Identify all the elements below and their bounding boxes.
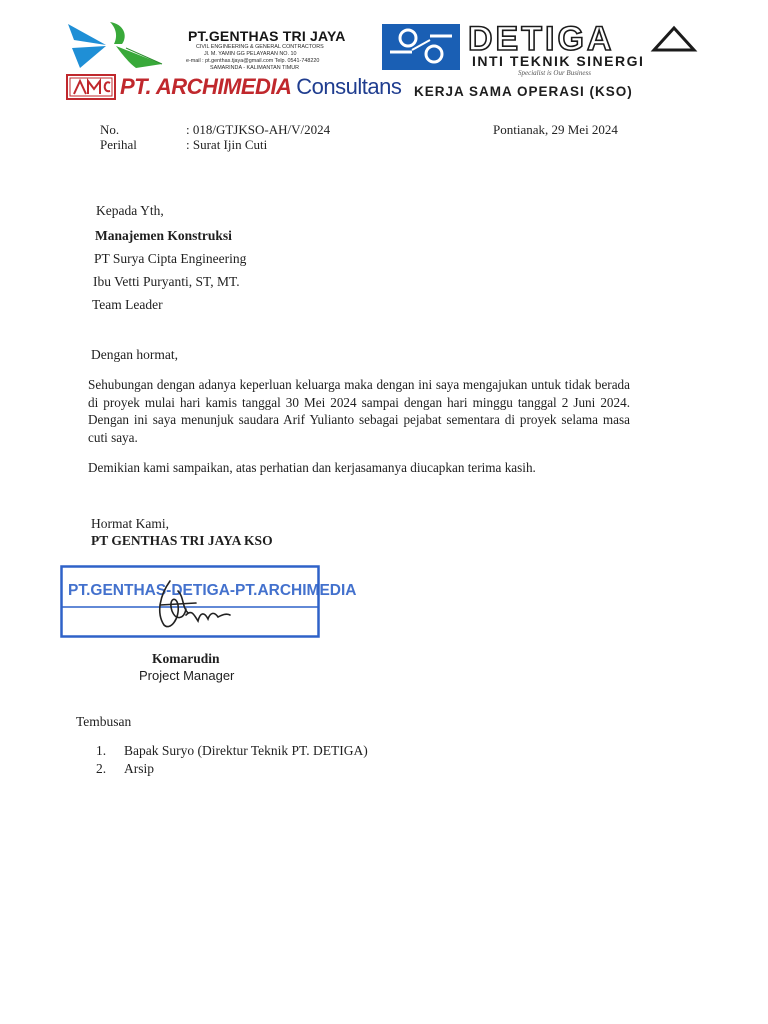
body-paragraph-1: Sehubungan dengan adanya keperluan keluarga maka dengan ini saya mengajukan untuk tidak berada di proyek mulai hari kamis tanggal 30 Mei 2024 sampai dengan hari minggu tanggal 2 Juni 2024. Dengan ini saya menunjuk saudara Arif Yulianto sebagai pejabat sementara di proyek selama masa cuti saya. [88, 377, 630, 445]
addressee-company: PT Surya Cipta Engineering [94, 251, 247, 266]
addressee-person: Ibu Vetti Puryanti, ST, MT. [93, 274, 240, 289]
cc-item-text: Arsip [124, 761, 154, 776]
detiga-subtitle: INTI TEKNIK SINERGI [472, 53, 645, 69]
closing-company: PT GENTHAS TRI JAYA KSO [91, 533, 273, 548]
greeting: Dengan hormat, [91, 347, 178, 362]
place-date: Pontianak, 29 Mei 2024 [493, 122, 618, 137]
stamp-text: PT.GENTHAS-DETIGA-PT.ARCHIMEDIA [68, 582, 357, 599]
kso-title: KERJA SAMA OPERASI (KSO) [414, 84, 633, 99]
archimedia-name: PT. ARCHIMEDIA [120, 74, 291, 99]
genthas-company-details [186, 44, 324, 72]
addressee-department: Manajemen Konstruksi [95, 228, 232, 243]
subject-label: Perihal [100, 137, 137, 152]
cc-item-number: 2. [96, 761, 107, 776]
signer-name: Komarudin [152, 651, 220, 666]
cc-item-text: Bapak Suryo (Direktur Teknik PT. DETIGA) [124, 743, 368, 758]
cc-item-number: 1. [96, 743, 107, 758]
letter-number-value: : 018/GTJKSO-AH/V/2024 [186, 122, 331, 137]
genthas-tagline: CIVIL ENGINEERING & GENERAL CONTRACTORS [196, 44, 324, 50]
detiga-wordmark: DETIGA [468, 20, 615, 58]
genthas-address: Jl. M. YAMIN GG PELAYARAN NO. 10 [204, 51, 297, 57]
genthas-contact: e-mail : pt.genthas.tjaya@gmail.com Telp. 0541-748220 [186, 58, 320, 64]
archimedia-suffix: Consultans [296, 74, 402, 99]
genthas-company-name: PT.GENTHAS TRI JAYA [188, 28, 346, 44]
subject-value: : Surat Ijin Cuti [186, 137, 268, 152]
detiga-slogan: Specialist is Our Business [518, 69, 591, 77]
cc-list-item [96, 742, 368, 760]
addressee-role: Team Leader [92, 297, 163, 312]
letter-number-label: No. [100, 122, 120, 137]
detiga-logo [382, 22, 702, 78]
salutation-to: Kepada Yth, [96, 203, 164, 218]
company-stamp [60, 565, 357, 641]
cc-list-item [96, 760, 368, 778]
archimedia-logo-mark [66, 74, 116, 100]
archimedia-company-name [120, 74, 401, 100]
cc-list [96, 742, 368, 778]
cc-heading: Tembusan [76, 714, 132, 729]
signer-title: Project Manager [139, 668, 235, 683]
closing-regards: Hormat Kami, [91, 516, 169, 531]
genthas-city: SAMARINDA - KALIMANTAN TIMUR [210, 65, 300, 71]
genthas-logo [66, 18, 166, 72]
body-paragraph-2: Demikian kami sampaikan, atas perhatian dan kerjasamanya diucapkan terima kasih. [88, 460, 536, 475]
